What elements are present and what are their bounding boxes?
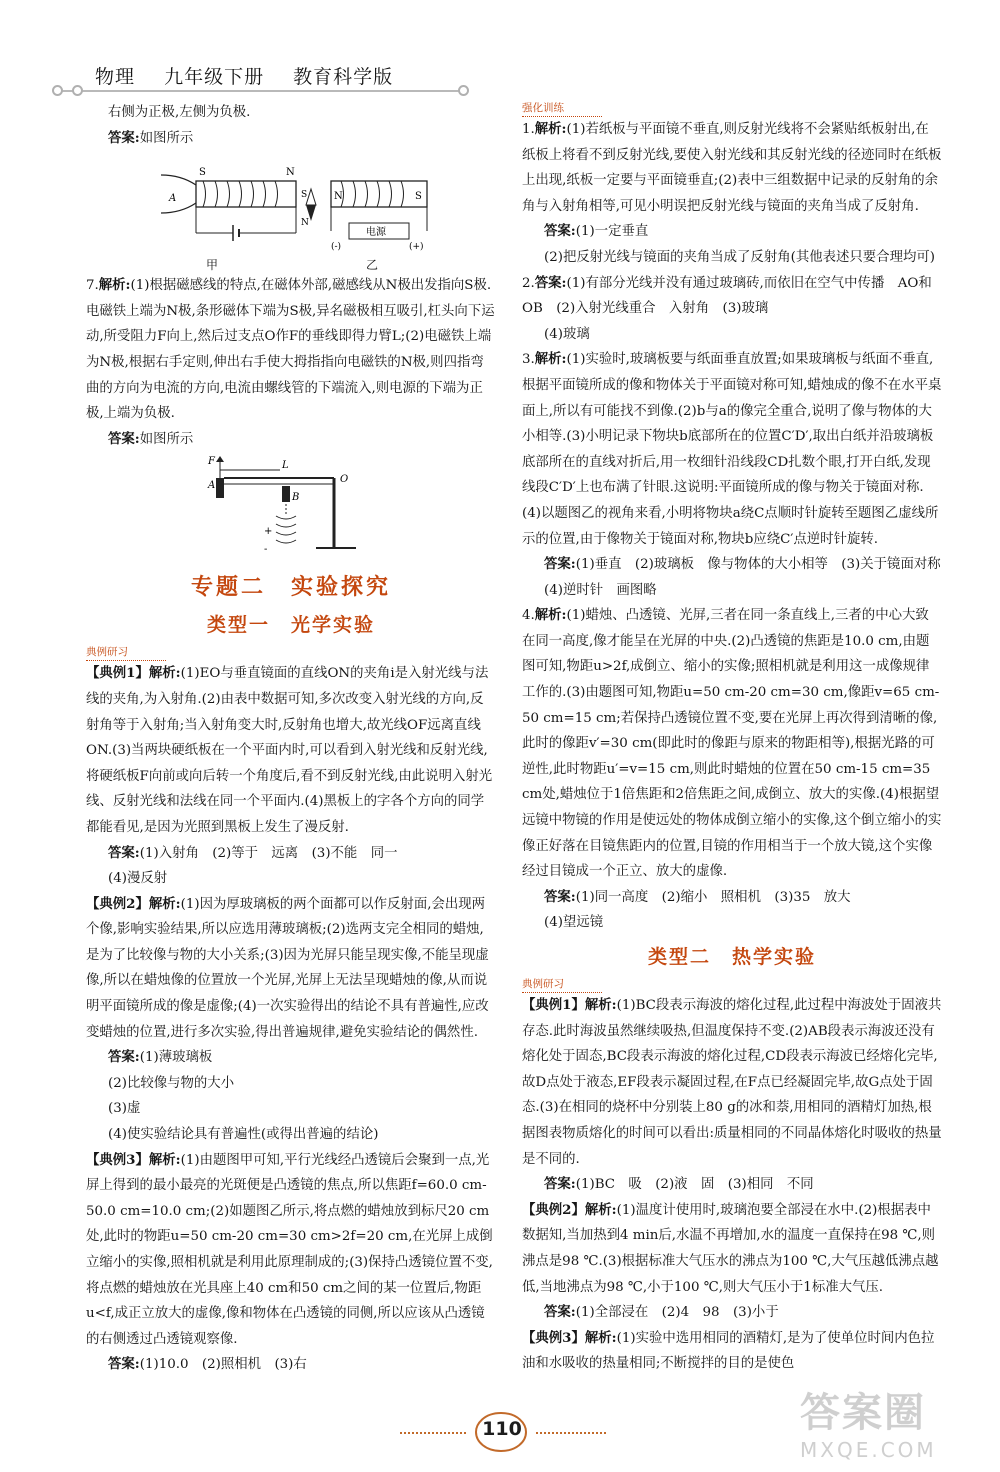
r3-answer: (1)垂直 (2)玻璃板 像与物体的大小相等 (3)关于镜面对称 (4)逆时针 画图略 bbox=[544, 557, 955, 598]
lever-label-a: A bbox=[208, 480, 216, 492]
r1-label: 解析: bbox=[534, 121, 567, 137]
ex2-answer-1: (1)薄玻璃板 bbox=[139, 1050, 213, 1066]
ex2-answer-label: 答案: bbox=[108, 1049, 140, 1066]
fig1-label-a: A bbox=[169, 193, 177, 205]
ex3-answer-label: 答案: bbox=[108, 1356, 140, 1373]
header-dot-right bbox=[458, 85, 469, 96]
answer-label: 答案: bbox=[108, 129, 140, 146]
header-publisher: 教育科学版 bbox=[293, 66, 394, 88]
r2-text: (1)有部分光线并没有通过玻璃砖,而依旧在空气中传播 AO和OB (2)入射光线重合 入射角 (3)玻璃 bbox=[522, 275, 932, 317]
r4-answer-2: (4)望远镜 bbox=[544, 915, 604, 931]
fig1-compass-s: S bbox=[301, 190, 308, 201]
ex2-text: (1)因为厚玻璃板的两个面都可以作反射面,会出现两个像,影响实验结果,所以应选用薄玻璃板;(2)选两支完全相同的蜡烛,是为了比较像与物的大小关系;(3)因为光屏只能呈现实像,不能呈现虚像,所以在蜡烛像的位置放一个光屏,光屏上无法呈现蜡烛的像,从而说明平面镜所成的像是虚像;(4)一次实验得出的结论不具有普遍性,应改变蜡烛的位置,进行多次实验,得出普遍规律,避免实验结论的偶然性. bbox=[86, 896, 489, 1040]
ex1-answer-1: (1)入射角 (2)等于 远离 (3)不能 同一 bbox=[139, 845, 398, 861]
header-rule bbox=[55, 90, 465, 92]
r2-number: 2. bbox=[522, 275, 535, 291]
fig1-compass-n: N bbox=[301, 218, 309, 229]
r4-answer-1: (1)同一高度 (2)缩小 照相机 (3)35 放大 bbox=[575, 889, 851, 905]
left-column bbox=[86, 100, 496, 1378]
type2-title: 类型二 热学实验 bbox=[647, 946, 816, 968]
h2-answer-label: 答案: bbox=[544, 1304, 576, 1321]
fig1-label-n: N bbox=[286, 167, 295, 179]
fig1-caption-jia: 甲 bbox=[206, 258, 219, 273]
section-tag-top: 强化训练 bbox=[522, 100, 602, 117]
ex3-text: (1)由题图甲可知,平行光线经凸透镜后会聚到一点,光屏上得到的最小最亮的光斑便是凸透镜的焦点,所以焦距f=60.0 cm-50.0 cm=10.0 cm;(2)如题图乙所示,将点燃的蜡烛放到标尺20 cm处,此时的物距u=50 cm-20 cm=30 cm>2f=20 cm,在光屏上成倒立缩小的实像,照相机就是利用此原理制成的;(3)保持凸透镜位置不变,将点燃的蜡烛放在光具座上40 cm和50 cm之间的某一位置后,物距u<f,成正立放大的虚像,像和物体在凸透镜的同侧,所以应该从凸透镜的右侧透过凸透镜观察像. bbox=[86, 1152, 493, 1347]
watermark-title: 答案圈 bbox=[800, 1390, 926, 1436]
electromagnet-figure bbox=[141, 153, 441, 253]
ex1-answer-label: 答案: bbox=[108, 844, 140, 861]
r1-text: (1)若纸板与平面镜不垂直,则反射光线将不会紧贴纸板射出,在纸板上将看不到反射光线,要使入射光线和其反射光线的径迹同时在纸板上出现,纸板一定要与平面镜垂直;(2)表中三组数据中记录的反射角的余角与入射角相等,可见小明误把反射光线与镜面的夹角当成了反射角. bbox=[522, 122, 942, 214]
r4-number: 4. bbox=[522, 608, 535, 624]
fig1-power-minus: (-) bbox=[331, 242, 342, 253]
ex2-label: 【典例2】解析: bbox=[86, 895, 181, 912]
header-dot-left bbox=[52, 85, 63, 96]
r4-label: 解析: bbox=[534, 607, 567, 624]
lever-minus: - bbox=[264, 544, 268, 556]
r3-answer-label: 答案: bbox=[544, 556, 576, 573]
ex1-label: 【典例1】解析: bbox=[86, 665, 181, 682]
q7-label: 解析: bbox=[98, 277, 131, 294]
h1-answer-label: 答案: bbox=[544, 1176, 576, 1193]
page-dots-right bbox=[536, 1432, 606, 1436]
r1-number: 1. bbox=[522, 122, 535, 137]
fig1-label-s: S bbox=[199, 167, 206, 179]
lever-label-f: F bbox=[208, 456, 215, 468]
ex3-answer: (1)10.0 (2)照相机 (3)右 bbox=[139, 1357, 307, 1373]
ex2-answer-2: (2)比较像与物的大小 bbox=[108, 1075, 235, 1091]
lever-label-b: B bbox=[292, 492, 300, 504]
q7-answer-text: 如图所示 bbox=[139, 431, 194, 447]
fig1-captions bbox=[86, 255, 496, 273]
type1-title: 类型一 光学实验 bbox=[206, 614, 375, 637]
ex2-answer-4: (4)使实验结论具有普遍性(或得出普遍的结论) bbox=[108, 1127, 379, 1143]
lever-label-o: O bbox=[340, 474, 349, 486]
lever-plus: + bbox=[264, 526, 273, 538]
page-dots-left bbox=[400, 1432, 466, 1436]
q7-number: 7. bbox=[86, 278, 99, 294]
r3-label: 解析: bbox=[534, 351, 567, 368]
intro-line: 右侧为正极,左侧为负极. bbox=[108, 105, 251, 120]
r4-text: (1)蜡烛、凸透镜、光屏,三者在同一条直线上,三者的中心大致在同一高度,像才能呈在光屏的中央.(2)凸透镜的焦距是10.0 cm,由题图可知,物距u>2f,成倒立、缩小的实像;照相机就是利用这一成像规律工作的.(3)由题图可知,物距u=50 cm-20 cm=30 cm,像距v=65 cm-50 cm=15 cm;若保持凸透镜位置不变,要在光屏上再次得到清晰的像,此时的像距v′=30 cm(即此时的像距与原来的物距相等),根据光路的可逆性,此时物距u′=v=15 cm,则此时蜡烛的位置在50 cm-15 cm=35 cm处,蜡烛位于1倍焦距和2倍焦距之间,成倒立、放大的实像.(4)根据望远镜中物镜的作用是使远处的物体成倒立缩小的实像,这个倒立缩小的实像正好落在目镜焦距内的位置,目镜的作用相当于一个放大镜,这个实像经过目镜成一个正立、放大的虚像. bbox=[522, 608, 942, 880]
watermark bbox=[800, 1388, 986, 1466]
section-tag-2: 典例研习 bbox=[522, 976, 602, 993]
r4-answer-label: 答案: bbox=[544, 888, 576, 905]
r3-number: 3. bbox=[522, 352, 535, 368]
fig1-power-label: 电源 bbox=[366, 227, 386, 239]
q7-text: (1)根据磁感线的特点,在磁体外部,磁感线从N极出发指向S极.电磁铁上端为N极,条形磁体下端为S极,异名磁极相互吸引,杠头向下运动,所受阻力F向上,然后过支点O作F的垂线即得力臂L;(2)电磁铁上端为N极,根据右手定则,伸出右手使大拇指指向电磁铁的N极,则四指弯曲的方向为电流的方向,电流由螺线管的下端流入,则电源的下端为正极,上端为负极. bbox=[86, 278, 495, 422]
r3-text: (1)实验时,玻璃板要与纸面垂直放置;如果玻璃板与纸面不垂直,根据平面镜所成的像和物体关于平面镜对称可知,蜡烛成的像不在水平桌面上,所以有可能找不到像.(2)b与a的像完全重合,说明了像与物体的大小相等.(3)小明记录下物块b底部所在的位置C′D′,取出白纸并沿玻璃板底部所在的直线对折后,用一枚细针沿线段CD扎数个眼,打开白纸,发现线段C′D′上也布满了针眼.这说明:平面镜所成的像与物关于镜面对称.(4)以题图乙的视角来看,小明将物块a绕C点顺时针旋转至题图乙虚线所示的位置,由于像物关于镜面对称,物块b应绕C′点逆时针旋转. bbox=[522, 352, 942, 547]
header-grade: 九年级下册 bbox=[164, 66, 265, 88]
right-column bbox=[522, 100, 955, 1377]
h1-label: 【典例1】解析: bbox=[522, 997, 617, 1013]
q7-answer-label: 答案: bbox=[108, 430, 140, 447]
fig1-power-plus: (+) bbox=[409, 242, 424, 253]
section-tag: 典例研习 bbox=[86, 644, 166, 661]
lever-figure bbox=[206, 454, 376, 560]
ex3-label: 【典例3】解析: bbox=[86, 1151, 181, 1168]
answer-text: 如图所示 bbox=[139, 130, 194, 146]
h3-label: 【典例3】解析: bbox=[522, 1329, 617, 1346]
fig1b-label-s: S bbox=[415, 191, 422, 203]
ex2-answer-3: (3)虚 bbox=[108, 1101, 141, 1117]
lever-label-l: L bbox=[282, 460, 289, 472]
page-number: 110 bbox=[482, 1418, 522, 1440]
h2-answer: (1)全部浸在 (2)4 98 (3)小于 bbox=[575, 1305, 779, 1321]
ex1-answer-2: (4)漫反射 bbox=[108, 871, 168, 887]
h2-label: 【典例2】解析: bbox=[522, 1201, 617, 1218]
ex1-text: (1)EO与垂直镜面的直线ON的夹角i是入射光线与法线的夹角,为入射角.(2)由表中数据可知,多次改变入射光线的方向,反射角等于入射角;当入射角变大时,反射角也增大,故光线OF远离直线ON.(3)当两块硬纸板在一个平面内时,可以看到入射光线和反射光线,将硬纸板F向前或向后转一个角度后,看不到反射光线,由此说明入射光线、反射光线和法线在同一个平面内.(4)黑板上的字各个方向的同学都能看见,是因为光照到黑板上发生了漫反射. bbox=[86, 666, 493, 835]
watermark-url: MXQE.COM bbox=[800, 1438, 937, 1462]
r2-text-2: (4)玻璃 bbox=[544, 326, 590, 342]
r2-label: 答案: bbox=[534, 274, 567, 291]
r1-answer-label: 答案: bbox=[544, 223, 576, 240]
topic-title: 专题二 实验探究 bbox=[190, 574, 391, 601]
header-dot-left-2 bbox=[72, 85, 83, 96]
header-subject: 物理 bbox=[95, 66, 136, 88]
r1-answer-2: (2)把反射光线与镜面的夹角当成了反射角(其他表述只要合理均可) bbox=[544, 249, 935, 265]
fig1b-label-n: N bbox=[334, 191, 343, 203]
h1-text: (1)BC段表示海波的熔化过程,此过程中海波处于固液共存态.此时海波虽然继续吸热,但温度保持不变.(2)AB段表示海波还没有熔化处于固态,BC段表示海波的熔化过程,CD段表示海波已经熔化完毕,故D点处于液态,EF段表示凝固过程,在F点已经凝固完毕,故G点处于固态.(3)在相同的烧杯中分别装上80 g的冰和萘,用相同的酒精灯加热,根据图表物质熔化的时间可以看出:质量相同的不同晶体熔化时吸收的热量是不同的. bbox=[522, 998, 942, 1167]
r1-answer-1: (1)一定垂直 bbox=[575, 224, 649, 240]
h1-answer: (1)BC 吸 (2)液 固 (3)相同 不同 bbox=[575, 1177, 814, 1193]
fig1-caption-yi: 乙 bbox=[366, 258, 379, 273]
running-header bbox=[95, 62, 415, 89]
h2-text: (1)温度计使用时,玻璃泡要全部浸在水中.(2)根据表中数据知,当加热到4 min后,水温不再增加,水的温度一直保持在98 ℃,则沸点是98 ℃.(3)根据标准大气压水的沸点为100 ℃,大气压越低沸点越低,当地沸点为98 ℃,小于100 ℃,则大气压小于1标准大气压. bbox=[522, 1202, 939, 1295]
h3-text: (1)实验中选用相同的酒精灯,是为了使单位时间内色拉油和水吸收的热量相同;不断搅拌的目的是使色 bbox=[522, 1330, 935, 1372]
